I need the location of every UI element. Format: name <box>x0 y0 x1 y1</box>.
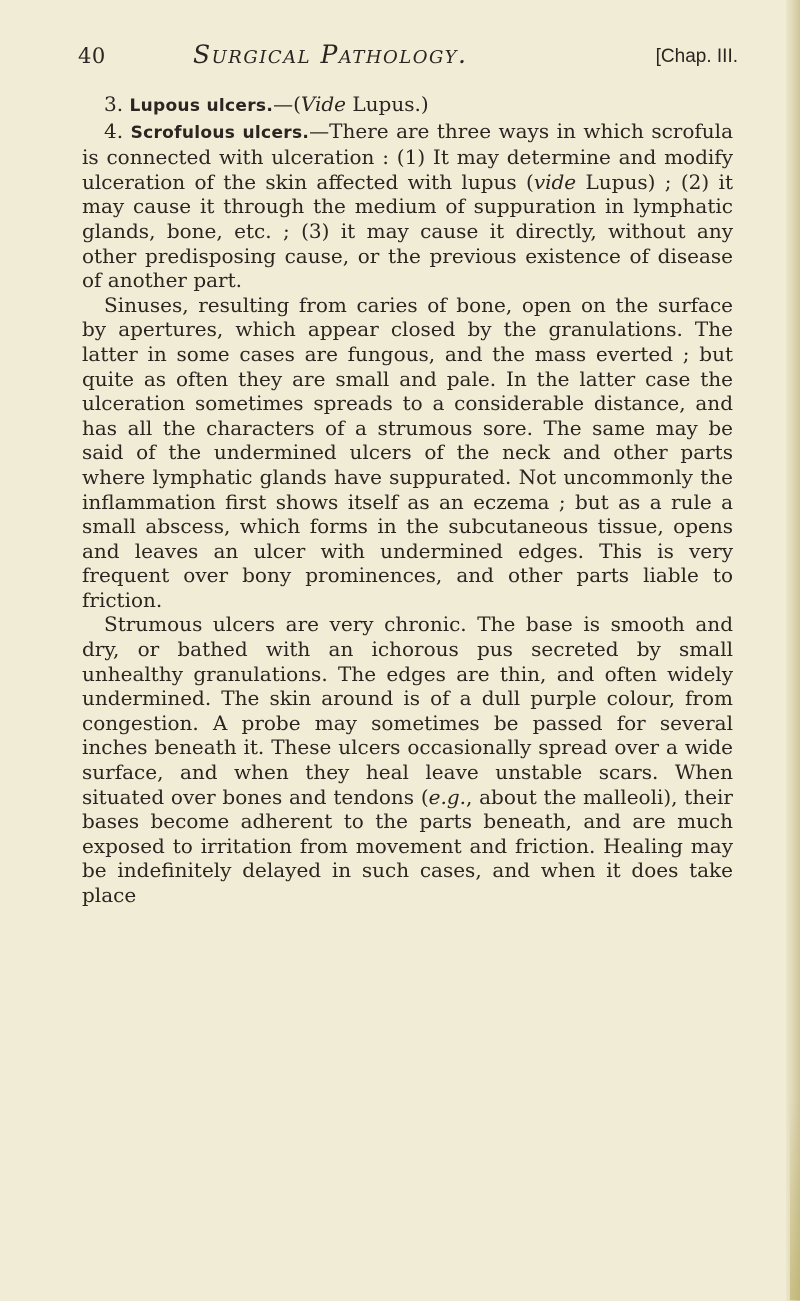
item-scrofulous-ulcers <box>82 119 733 293</box>
vide-italic: Vide <box>300 92 347 116</box>
item-lupous-ulcers <box>82 92 733 119</box>
paragraph-text: Strumous ulcers are very chronic. The base is smooth and dry, or bathed with an ichorous pus secreted by small unhealthy granulations. The edges are thin, and often widely undermined. The skin around is of a dull purple colour, from congestion. A probe may sometimes be passed for several inches beneath it. These ulcers occasionally spread over a wide surface, and when they heal leave unstable scars. When situated over bones and tendons ( <box>82 612 733 809</box>
section-heading-lupous-ulcers: Lupous ulcers. <box>129 96 274 116</box>
item-dash: —( <box>273 92 301 116</box>
paragraph-text: , about the malleoli), their bases become adherent to the parts beneath, and are much exposed to irritation from movement and friction. Healing may be indefinitely delayed in such cases, and when it does take place <box>82 784 733 907</box>
eg-italic: e.g. <box>428 784 466 809</box>
paragraph-text: —There are three ways in which scrofula is connected with ulceration : (1) It may determine and modify ulceration of the skin affected with lupus ( <box>82 118 733 194</box>
paragraph-sinuses: Sinuses, resulting from caries of bone, open on the surface by apertures, which appear closed by the granulations. The latter in some cases are fungous, and the mass everted ; but quite as often they are small and pale. In the latter case the ulceration sometimes spreads to a considerable distance, and has all the characters of a strumous sore. The same may be said of the undermined ulcers of the neck and other parts where lymphatic glands have suppurated. Not uncommonly the inflammation first shows itself as an eczema ; but as a rule a small abscess, which forms in the subcutaneous tissue, opens and leaves an ulcer with undermined edges. This is very frequent over bony prominences, and other parts liable to friction. <box>82 292 733 612</box>
item-number: 3. <box>104 92 124 116</box>
chapter-reference: [Chap. III. <box>655 46 738 67</box>
vide-italic: vide <box>533 169 577 194</box>
paragraph-strumous-ulcers <box>82 612 733 907</box>
page-header <box>78 40 746 74</box>
page-stain <box>790 1100 800 1300</box>
running-title: Surgical Pathology. <box>193 40 468 69</box>
item-number: 4. <box>104 118 124 143</box>
page-body <box>82 92 733 908</box>
page-number: 40 <box>78 44 106 68</box>
section-heading-scrofulous-ulcers: Scrofulous ulcers. <box>130 122 310 143</box>
item-rest: Lupus.) <box>346 92 429 116</box>
paragraph-text: Lupus) ; (2) it may cause it through the medium of suppuration in lymphatic glands, bone, etc. ; (3) it may cause it directly, without any other predisposing cause, or the previous existence of disease of another part. <box>82 169 733 293</box>
